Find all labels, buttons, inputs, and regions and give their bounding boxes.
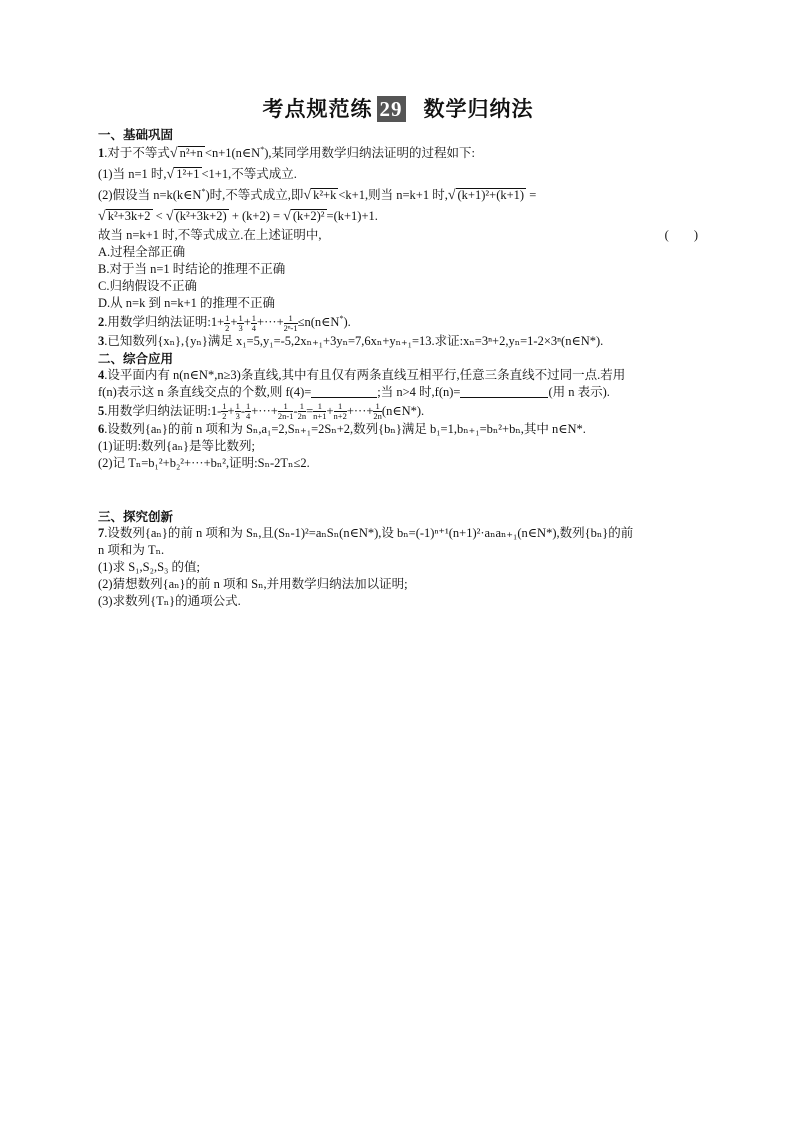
section-heading-applied: 二、综合应用 (98, 350, 174, 366)
q4-fill: f(n)表示这 n 条直线交点的个数,则 f(4)= ;当 n>4 时,f(n)= (用 n 表示). (98, 384, 610, 399)
lesson-number-badge: 29 (377, 96, 406, 122)
q3-stem: 3.已知数列{xₙ},{yₙ}满足 x₁=5,y₁=-5,2xₙ₊₁+3yₙ=7,6xₙ+yₙ₊₁=13.求证:xₙ=3ⁿ+2,yₙ=1-2×3ⁿ(n∈N*). (98, 333, 604, 348)
answer-blank-f4[interactable] (311, 385, 377, 398)
q7-stem: 7.设数列{aₙ}的前 n 项和为 Sₙ,且(Sₙ-1)²=aₙSₙ(n∈N*),设 bₙ=(-1)ⁿ⁺¹(n+1)²·aₙaₙ₊₁(n∈N*),数列{bₙ}的前 (98, 526, 634, 541)
page-title (98, 92, 698, 126)
title-prefix: 考点规范练 (262, 97, 373, 121)
q1-step2: (2)假设当 n=k(k∈N*)时,不等式成立,即√ k²+k <k+1,则当 n=k+1 时,√ (k+1)²+(k+1) = (98, 186, 537, 203)
q7-part2: (2)猜想数列{aₙ}的前 n 项和 Sₙ,并用数学归纳法加以证明; (98, 577, 408, 592)
answer-parentheses: ( ) (664, 228, 698, 242)
q1-option-b: B.对于当 n=1 时结论的推理不正确 (98, 262, 286, 276)
q7-part1: (1)求 S₁,S₂,S₃ 的值; (98, 560, 200, 575)
section-heading-explore: 三、探究创新 (98, 509, 174, 525)
q1-option-c: C.归纳假设不正确 (98, 279, 197, 293)
answer-blank-fn[interactable] (460, 385, 548, 398)
q1-radical: n²+n (179, 146, 203, 160)
q1-step2-continued: √ k²+3k+2 < √ (k²+3k+2) + (k+2) = √ (k+2)² =(k+1)+1. (98, 209, 378, 224)
q7-part3: (3)求数列{Tₙ}的通项公式. (98, 594, 241, 609)
q7-stem-continued: n 项和为 Tₙ. (98, 543, 165, 558)
q4-stem: 4.设平面内有 n(n∈N*,n≥3)条直线,其中有且仅有两条直线互相平行,任意三条直线不过同一点.若用 (98, 367, 626, 382)
q1-step1: (1)当 n=1 时,√ 1²+1 <1+1,不等式成立. (98, 167, 297, 182)
q6-part2: (2)记 Tₙ=b₁²+b₂²+···+bₙ²,证明:Sₙ-2Tₙ≤2. (98, 456, 310, 471)
q5-stem: 5.用数学归纳法证明:1- $\frac{1}{2}$ + $\frac{1}{3}$ - $\frac{1}{4}$ +···+ $\frac{1}{2n-1}$ - $\frac{1}{2n}$ = $\frac{1}{n+1}$ + $\frac{1}{n+2}$ +···+ $\frac{1}{2n}$ (n∈N*). (98, 401, 425, 422)
q2-stem: 2.用数学归纳法证明:1+ $\frac{1}{2}$ + $\frac{1}{3}$ + $\frac{1}{4}$ +···+ $\frac{1}{\text{2ⁿ-1}}$ ≤n(n∈N*). (98, 312, 351, 333)
q1-option-a: A.过程全部正确 (98, 245, 186, 259)
q1-conclusion: 故当 n=k+1 时,不等式成立.在上述证明中, ( ) (98, 228, 698, 242)
q6-part1: (1)证明:数列{aₙ}是等比数列; (98, 439, 255, 454)
q6-stem: 6.设数列{aₙ}的前 n 项和为 Sₙ,a₁=2,Sₙ₊₁=2Sₙ+2,数列{bₙ}满足 b₁=1,bₙ₊₁=bₙ²+bₙ,其中 n∈N*. (98, 422, 586, 437)
q1-option-d: D.从 n=k 到 n=k+1 的推理不正确 (98, 296, 276, 310)
title-topic: 数学归纳法 (423, 97, 534, 121)
section-heading-basic: 一、基础巩固 (98, 127, 174, 142)
q1-stem: 1.对于不等式√ n²+n <n+1(n∈N*),某同学用数学归纳法证明的过程如下: (98, 144, 475, 161)
worksheet-page (98, 92, 698, 610)
